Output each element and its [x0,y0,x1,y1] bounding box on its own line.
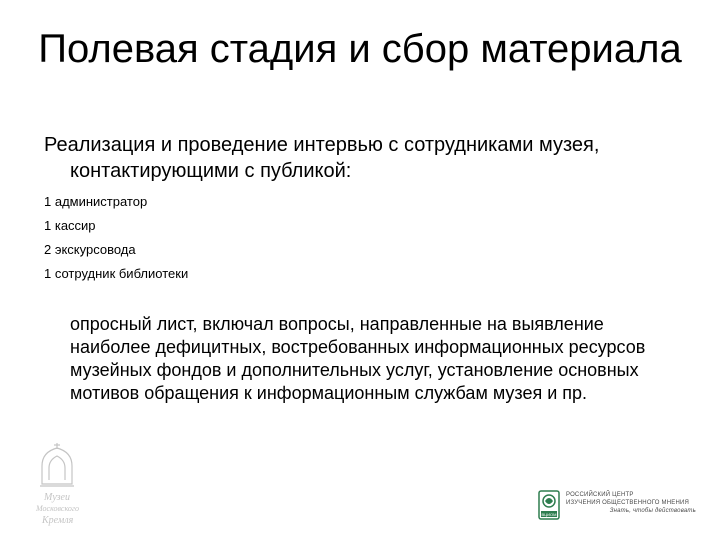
kremlin-museum-emblem-icon [30,440,84,530]
list-item: 1 администратор [44,194,148,209]
list-item: 2 экскурсовода [44,242,136,257]
center-emblem-icon [538,490,560,520]
list-item: 1 сотрудник библиотеки [44,266,189,281]
questionnaire-paragraph: опросный лист, включал вопросы, направленные на выявление наиболее дефицитных, востребованных информационных ресурсов музейных фондов и дополнительных услуг, установление основных мотивов обращения к информационным службам музея и пр. [70,314,646,403]
lead-text: Реализация и проведение интервью с сотрудниками музея, контактирующими с публикой: [44,134,600,182]
svg-text:Кремля: Кремля [42,515,74,526]
svg-text:Московского: Московского [36,504,80,513]
research-center-logo [538,490,710,522]
center-name-line1: РОССИЙСКИЙ ЦЕНТР [566,492,634,498]
list-item: 1 кассир [44,218,96,233]
center-name [566,491,708,515]
svg-text:Музеи: Музеи [44,492,70,503]
center-tagline: Знать, чтобы действовать [609,508,696,514]
svg-text:ВЦИОМ: ВЦИОМ [541,512,557,517]
center-name-line2: ИЗУЧЕНИЯ ОБЩЕСТВЕННОГО МНЕНИЯ [566,500,690,506]
staff-list [44,193,188,289]
slide-title: Полевая стадия и сбор материала [38,27,682,71]
